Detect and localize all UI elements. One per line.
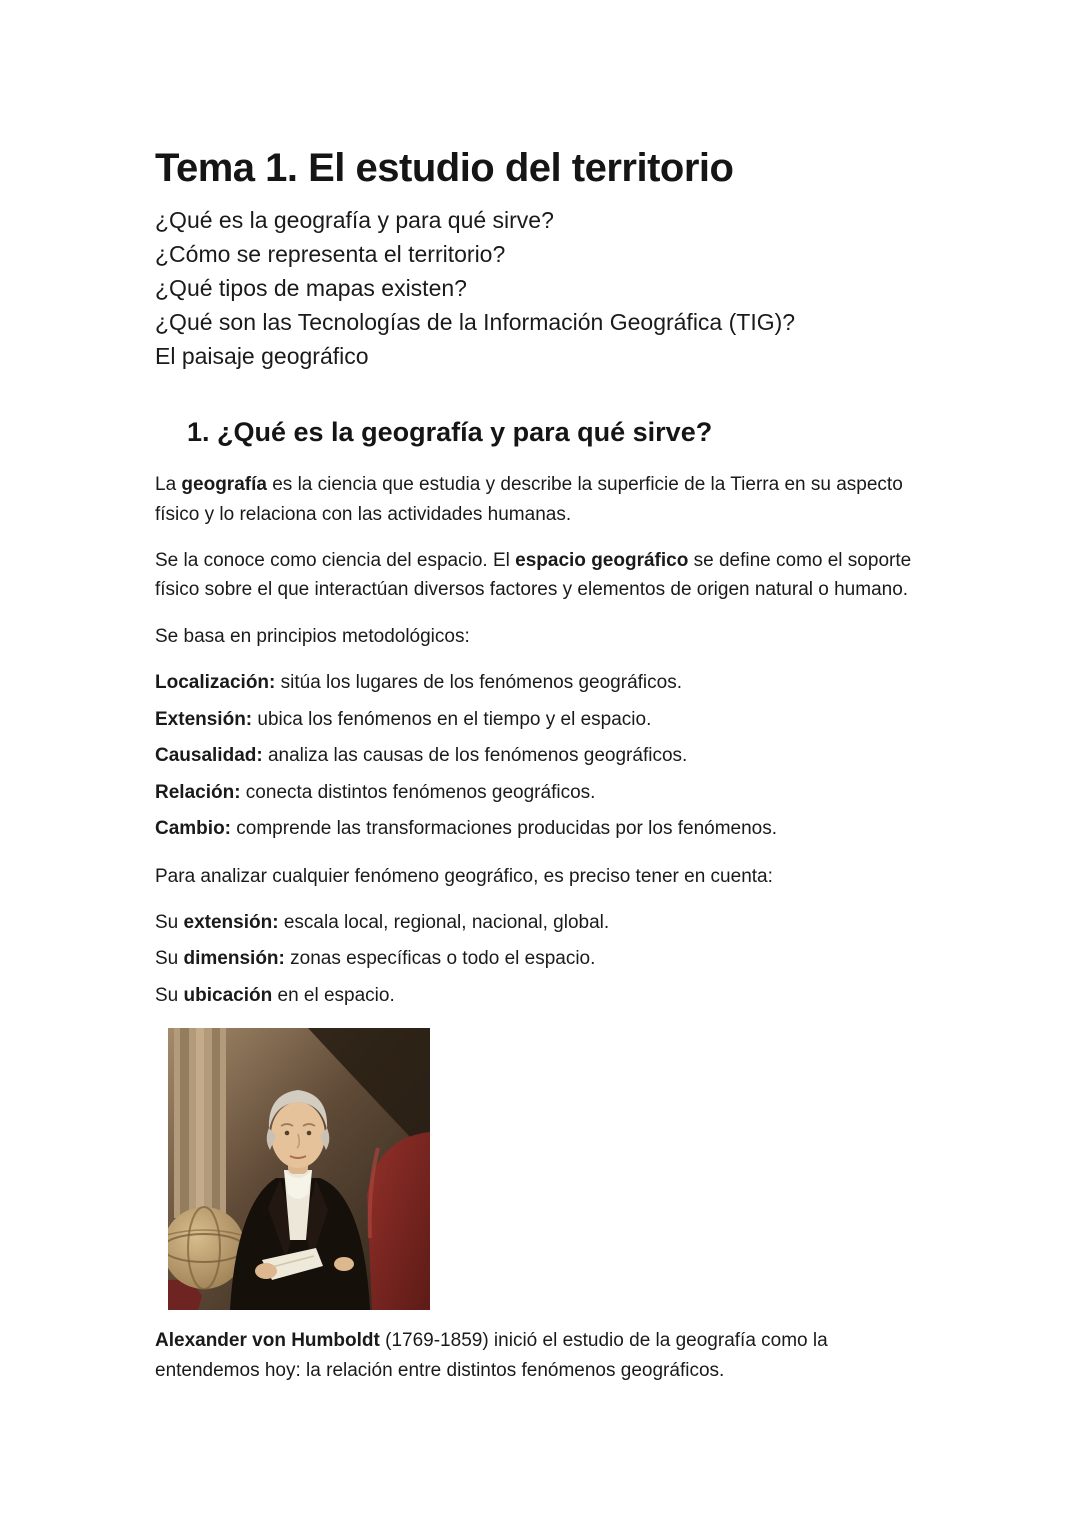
caption-bold-name: Alexander von Humboldt <box>155 1330 380 1352</box>
principle-text: ubica los fenómenos en el tiempo y el espacio. <box>252 708 652 730</box>
principle-term: Causalidad: <box>155 745 263 767</box>
aspect-text: escala local, regional, nacional, global. <box>278 911 610 933</box>
principle-term: Cambio: <box>155 818 231 840</box>
paragraph-text: es la ciencia que estudia y describe la superficie de la Tierra en su aspecto físico y lo relaciona con las actividades humanas. <box>155 474 903 525</box>
page-title: Tema 1. El estudio del territorio <box>155 146 734 190</box>
principles-list <box>155 668 922 843</box>
intro-line: El paisaje geográfico <box>155 343 369 370</box>
paragraph-principios-lead: Se basa en principios metodológicos: <box>155 625 470 647</box>
principle-text: sitúa los lugares de los fenómenos geográficos. <box>275 672 682 694</box>
paragraph-text: La <box>155 474 182 496</box>
principle-term: Relación: <box>155 781 241 803</box>
aspect-item-dimension <box>155 944 922 973</box>
principle-term: Localización: <box>155 672 276 694</box>
paragraph-bold-term: espacio geográfico <box>515 550 689 572</box>
intro-line: ¿Qué son las Tecnologías de la Información Geográfica (TIG)? <box>155 309 796 336</box>
aspects-list <box>155 908 922 1010</box>
paragraph-definition-geografia <box>155 470 922 529</box>
principle-term: Extensión: <box>155 708 253 730</box>
principle-item-extension <box>155 705 922 734</box>
aspect-text: Su <box>155 984 184 1006</box>
aspect-term: ubicación <box>183 984 273 1006</box>
intro-line: ¿Qué es la geografía y para qué sirve? <box>155 207 554 233</box>
portrait-caption <box>155 1326 922 1385</box>
aspect-text: en el espacio. <box>272 984 395 1006</box>
paragraph-text: Se la conoce como ciencia del espacio. El <box>155 550 516 572</box>
aspect-term: dimensión: <box>183 948 285 970</box>
aspect-term: extensión: <box>183 911 279 933</box>
principle-item-localizacion <box>155 668 922 697</box>
principle-text: conecta distintos fenómenos geográficos. <box>240 781 596 803</box>
humboldt-portrait-figure <box>168 1028 430 1310</box>
aspect-text: Su <box>155 948 184 970</box>
principle-item-relacion <box>155 778 922 807</box>
paragraph-text: se define como el soporte físico sobre el que interactúan diversos factores y elementos de origen natural o humano. <box>155 550 912 601</box>
section-heading: 1. ¿Qué es la geografía y para qué sirve? <box>187 417 713 448</box>
principle-item-cambio <box>155 814 922 843</box>
aspect-item-extension <box>155 908 922 937</box>
aspect-text: Su <box>155 911 184 933</box>
aspect-text: zonas específicas o todo el espacio. <box>284 948 596 970</box>
caption-text: (1769-1859) inició el estudio de la geografía como la entendemos hoy: la relación entre distintos fenómenos geográficos. <box>155 1330 828 1381</box>
principle-item-causalidad <box>155 741 922 770</box>
principle-text: analiza las causas de los fenómenos geográficos. <box>262 745 688 767</box>
principle-text: comprende las transformaciones producidas por los fenómenos. <box>231 818 778 840</box>
aspect-item-ubicacion <box>155 981 922 1010</box>
intro-line: ¿Qué tipos de mapas existen? <box>155 275 467 302</box>
humboldt-portrait-image <box>168 1028 430 1310</box>
paragraph-bold-term: geografía <box>181 474 267 496</box>
intro-line: ¿Cómo se representa el territorio? <box>155 241 506 268</box>
intro-question-list <box>155 203 922 373</box>
paragraph-analizar-lead: Para analizar cualquier fenómeno geográfico, es preciso tener en cuenta: <box>155 865 773 887</box>
paragraph-espacio-geografico <box>155 546 922 605</box>
